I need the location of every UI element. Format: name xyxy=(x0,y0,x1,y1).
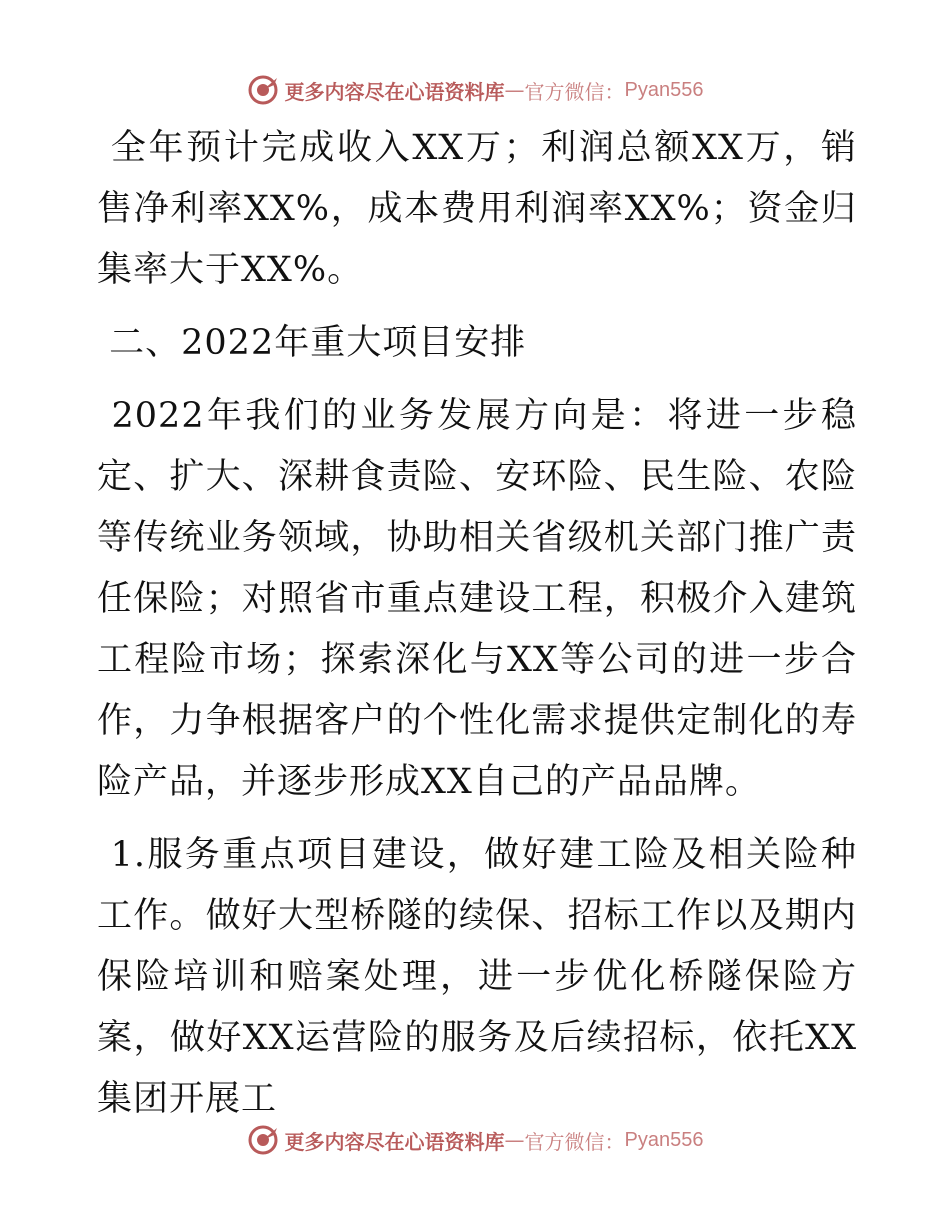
pen-logo-icon xyxy=(247,74,279,106)
watermark-channel: 官方微信： xyxy=(524,79,625,104)
document-body xyxy=(97,118,857,1142)
watermark-brand: 更多内容尽在心语资料库 xyxy=(284,1129,505,1154)
header-watermark xyxy=(0,70,950,110)
watermark-separator: — xyxy=(504,1128,525,1152)
watermark-brand: 更多内容尽在心语资料库 xyxy=(284,79,505,104)
watermark-channel: 官方微信： xyxy=(524,1129,625,1154)
watermark-account: Pyan556 xyxy=(624,1128,704,1151)
watermark-separator: — xyxy=(504,78,525,102)
paragraph-business-direction: 2022年我们的业务发展方向是：将进一步稳定、扩大、深耕食责险、安环险、民生险、农险等传统业务领域，协助相关省级机关部门推广责任保险；对照省市重点建设工程，积极介入建筑工程险市场；探索深化与XX等公司的进一步合作，力争根据客户的个性化需求提供定制化的寿险产品，并逐步形成XX自己的产品品牌。 xyxy=(97,396,857,802)
pen-logo-icon xyxy=(247,1124,279,1156)
paragraph-item-1: 1.服务重点项目建设，做好建工险及相关险种工作。做好大型桥隧的续保、招标工作以及期内保险培训和赔案处理，进一步优化桥隧保险方案，做好XX运营险的服务及后续招标，依托XX集团开展工 xyxy=(97,835,857,1119)
section-heading: 二、2022年重大项目安排 xyxy=(97,323,527,363)
watermark-account: Pyan556 xyxy=(624,78,704,101)
footer-watermark xyxy=(0,1120,950,1160)
paragraph-financial-targets: 全年预计完成收入XX万；利润总额XX万，销售净利率XX%，成本费用利润率XX%；资金归集率大于XX%。 xyxy=(97,128,857,290)
